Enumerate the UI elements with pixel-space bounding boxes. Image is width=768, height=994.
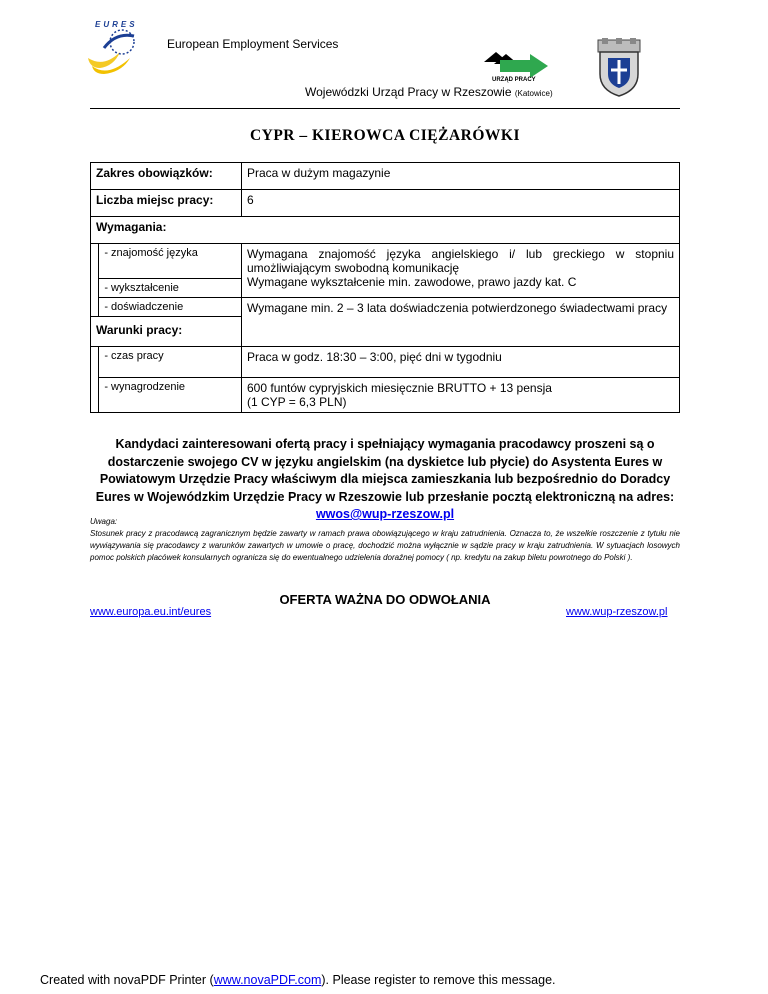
wup-name-text: Wojewódzki Urząd Pracy w Rzeszowie: [305, 85, 512, 99]
positions-value: 6: [242, 190, 680, 217]
duties-label: Zakres obowiązków:: [91, 163, 242, 190]
table-row: [91, 244, 680, 279]
validity-notice: OFERTA WAŻNA DO ODWOŁANIA: [279, 592, 491, 607]
wup-website-link[interactable]: www.wup-rzeszow.pl: [566, 606, 668, 618]
table-row: [91, 190, 680, 217]
wup-name: [305, 85, 553, 99]
salary-label: - wynagrodzenie: [99, 378, 242, 413]
footer-suffix: ). Please register to remove this message.: [321, 973, 556, 987]
experience-value: Wymagane min. 2 – 3 lata doświadczenia potwierdzonego świadectwami pracy: [242, 298, 680, 347]
novapdf-link[interactable]: www.novaPDF.com: [213, 973, 322, 987]
application-text: Kandydaci zainteresowani ofertą pracy i spełniający wymagania pracodawcy proszeni są o dostarczenie swojego CV w języku angielskim (na dyskietce lub płycie) do Asystenta Eures w Powiatowym Urzędzie Pracy właściwym dla miejsca zamieszkania lub bezpośrednio do Doradcy Eures w Wojewódzkim Urzędzie Pracy w Rzeszowie lub przesłanie pocztą elektroniczną na adres:: [95, 437, 675, 504]
eures-website-link[interactable]: www.europa.eu.int/eures: [90, 606, 212, 618]
coat-of-arms-icon: [590, 38, 648, 98]
legal-note: [90, 516, 680, 564]
contact-email-link[interactable]: wwos@wup-rzeszow.pl: [315, 507, 455, 521]
salary-value: 600 funtów cypryjskich miesięcznie BRUTTO + 13 pensja: [247, 381, 552, 395]
eures-wordmark: EURES: [95, 20, 138, 29]
table-row: [91, 163, 680, 190]
duties-value: Praca w dużym magazynie: [242, 163, 680, 190]
footer-prefix: Created with novaPDF Printer (: [40, 973, 214, 987]
table-row: [91, 217, 680, 244]
education-value: Wymagane wykształcenie min. zawodowe, prawo jazdy kat. C: [247, 275, 577, 289]
table-row: [91, 378, 680, 413]
hours-value: Praca w godz. 18:30 – 3:00, pięć dni w tygodniu: [242, 347, 680, 378]
agency-name: European Employment Services: [167, 37, 339, 51]
conditions-label: Warunki pracy:: [91, 317, 242, 347]
page-title: CYPR – KIEROWCA CIĘŻARÓWKI: [249, 127, 521, 144]
language-value: Wymagana znajomość języka angielskiego i/ lub greckiego w stopniu umożliwiającym swobodną komunikację: [247, 247, 674, 275]
indent-cell: [91, 244, 99, 317]
hours-label: - czas pracy: [99, 347, 242, 378]
language-education-values: [242, 244, 680, 298]
header-divider: [90, 108, 680, 109]
indent-cell: [91, 347, 99, 413]
salary-values: [242, 378, 680, 413]
application-instructions: [90, 436, 680, 524]
note-label: Uwaga:: [90, 517, 118, 526]
table-row: [91, 347, 680, 378]
urzad-pracy-logo-icon: [478, 50, 550, 84]
salary-rate: (1 CYP = 6,3 PLN): [247, 395, 347, 409]
experience-label: - doświadczenie: [99, 298, 242, 317]
wup-note: (Katowice): [514, 89, 553, 98]
up-logo-text: URZĄD PRACY: [492, 77, 536, 83]
table-row: [91, 298, 680, 317]
note-text: Stosunek pracy z pracodawcą zagranicznym będzie zawarty w ramach prawa obowiązującego w kraju zatrudnienia. Oznacza to, że wszelkie roszczenie z tytułu nie wywiązywania się pracodawcy z warunków zawartych w umowie o pracę, dochodzić można wyłącznie w sądzie pracy w kraju zatrudnienia. W sytuacjach losowych pomoc polskich placówek konsularnych ogranicza się do ewentualnego udzielenia doraźnej pomocy ( np. kredytu na zakup biletu powrotnego do Polski ).: [90, 529, 680, 562]
positions-label: Liczba miejsc pracy:: [91, 190, 242, 217]
requirements-label: Wymagania:: [91, 217, 680, 244]
education-label: - wykształcenie: [99, 279, 242, 298]
pdf-printer-footer: [40, 973, 556, 987]
offer-table: [90, 162, 680, 413]
eures-logo-icon: [86, 18, 148, 80]
language-label: - znajomość języka: [99, 244, 242, 279]
